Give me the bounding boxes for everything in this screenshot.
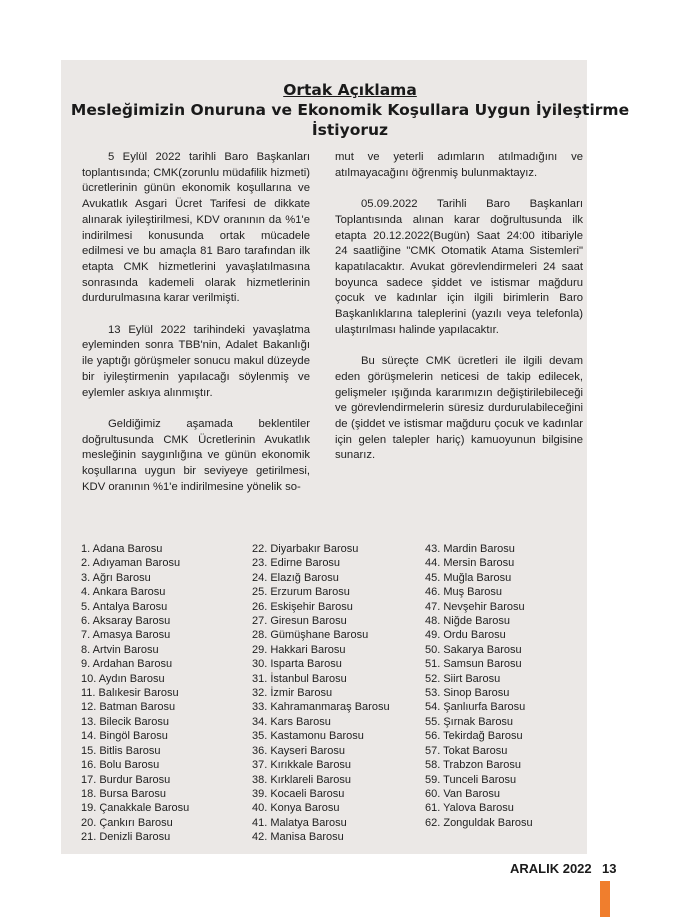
bar-list-item: 8. Artvin Barosu bbox=[81, 643, 159, 656]
bar-list-item: 54. Şanlıurfa Barosu bbox=[425, 701, 526, 714]
bar-list-item: 5. Antalya Barosu bbox=[81, 600, 168, 613]
bar-list-item: 16. Bolu Barosu bbox=[81, 759, 160, 772]
bar-list-item: 38. Kırklareli Barosu bbox=[252, 773, 352, 786]
bar-list-item: 46. Muş Barosu bbox=[425, 586, 503, 599]
bar-list-item: 2. Adıyaman Barosu bbox=[81, 557, 181, 570]
bar-list-item: 6. Aksaray Barosu bbox=[81, 615, 171, 628]
bar-list-item: 49. Ordu Barosu bbox=[425, 629, 506, 642]
paragraph: Geldiğimiz aşamada beklentiler doğrultusunda CMK Ücretlerinin Avukatlık mesleğinin saygınlığına ve günün ekonomik koşullarına uygun bir seviyeye getirilmesi, KDV oranının %1'e indirilmesine yönelik so- bbox=[82, 417, 310, 493]
bar-list-item: 28. Gümüşhane Barosu bbox=[252, 629, 369, 642]
issue-label: ARALIK 2022 bbox=[510, 861, 592, 876]
bar-list-item: 29. Hakkari Barosu bbox=[252, 643, 346, 656]
bar-list-item: 24. Elazığ Barosu bbox=[252, 571, 339, 584]
bar-list-item: 58. Trabzon Barosu bbox=[425, 759, 522, 772]
right-text-column bbox=[335, 150, 583, 480]
bar-list-item: 62. Zonguldak Barosu bbox=[425, 816, 533, 829]
bar-list-item: 27. Giresun Barosu bbox=[252, 615, 347, 628]
accent-bar bbox=[600, 881, 610, 917]
bar-list-column-3 bbox=[425, 542, 533, 830]
bar-list-item: 33. Kahramanmaraş Barosu bbox=[252, 701, 390, 714]
bar-list-item: 50. Sakarya Barosu bbox=[425, 643, 522, 656]
paragraph: 5 Eylül 2022 tarihli Baro Başkanları toplantısında; CMK(zorunlu müdafilik hizmeti) ücretlerinin günün ekonomik koşullarına ve Avukatlık Asgari Ücret Tarifesi de dikkate alınarak iyileştirilmesi, KDV oranının da %1'e indirilmesi konusunda ortak mücadele edilmesi ve bu amaçla 81 Baro tarafından ilk etapta CMK hizmetlerini yavaşlatılmasına sonrasında kademeli olarak hizmetlerinin durdurulmasına karar verilmişti. bbox=[82, 151, 310, 305]
bar-list-item: 35. Kastamonu Barosu bbox=[252, 730, 364, 743]
bar-list-item: 37. Kırıkkale Barosu bbox=[252, 759, 352, 772]
bar-list-item: 60. Van Barosu bbox=[425, 787, 501, 800]
bar-list-item: 30. Isparta Barosu bbox=[252, 658, 342, 671]
bar-list-item: 59. Tunceli Barosu bbox=[425, 773, 517, 786]
bar-list-item: 52. Siirt Barosu bbox=[425, 672, 501, 685]
bar-list-item: 47. Nevşehir Barosu bbox=[425, 600, 525, 613]
bar-list-item: 3. Ağrı Barosu bbox=[81, 571, 151, 584]
bar-list-item: 1. Adana Barosu bbox=[81, 543, 163, 555]
bar-list-item: 31. İstanbul Barosu bbox=[252, 672, 347, 685]
bar-list-item: 45. Muğla Barosu bbox=[425, 571, 512, 584]
statement-title: Ortak Açıklama bbox=[283, 81, 417, 99]
bar-list-item: 21. Denizli Barosu bbox=[81, 831, 171, 844]
bar-list-item: 12. Batman Barosu bbox=[81, 701, 176, 714]
bar-list-item: 4. Ankara Barosu bbox=[81, 586, 166, 599]
bar-list-item: 13. Bilecik Barosu bbox=[81, 715, 170, 728]
title-block bbox=[0, 80, 700, 140]
bar-list-item: 57. Tokat Barosu bbox=[425, 744, 508, 757]
bar-list-item: 22. Diyarbakır Barosu bbox=[252, 543, 359, 555]
page-number: 13 bbox=[602, 861, 617, 876]
bar-list-column-2 bbox=[252, 542, 390, 845]
bar-list-item: 41. Malatya Barosu bbox=[252, 816, 347, 829]
paragraph: 13 Eylül 2022 tarihindeki yavaşlatma eyleminden sonra TBB'nin, Adalet Bakanlığı ile yaptığı görüşmeler sonucu makul düzeyde bir iyileştirmenin yapılacağı söylenmiş ve eylemler askıya alınmıştır. bbox=[82, 323, 310, 399]
bar-list-item: 40. Konya Barosu bbox=[252, 802, 340, 815]
bar-list-item: 20. Çankırı Barosu bbox=[81, 816, 173, 829]
statement-subtitle: Mesleğimizin Onuruna ve Ekonomik Koşullara Uygun İyileştirme İstiyoruz bbox=[70, 101, 630, 139]
bar-list-item: 61. Yalova Barosu bbox=[425, 802, 514, 815]
bar-list-item: 7. Amasya Barosu bbox=[81, 629, 171, 642]
bar-list-item: 23. Edirne Barosu bbox=[252, 557, 341, 570]
bar-list-item: 53. Sinop Barosu bbox=[425, 687, 510, 700]
left-text-column bbox=[82, 150, 310, 511]
bar-list-item: 48. Niğde Barosu bbox=[425, 615, 510, 628]
bar-list-item: 11. Balıkesir Barosu bbox=[81, 687, 179, 700]
paragraph: 05.09.2022 Tarihli Baro Başkanları Toplantısında alınan karar doğrultusunda ilk etapta 20.12.2022(Bugün) Saat 24:00 itibariyle 24 saatliğine "CMK Otomatik Atama Sistemleri" kapatılacaktır. Avukat görevlendirmeleri 24 saat boyunca sadece şiddet ve istismar mağduru çocuk ve kadınlar için ilgili birimlerin Baro Başkanlıklarına taleplerini (yazılı veya telefonla) ulaştırılması halinde yapılacaktır. bbox=[335, 198, 583, 336]
bar-list-item: 34. Kars Barosu bbox=[252, 715, 331, 728]
bar-list-item: 32. İzmir Barosu bbox=[252, 687, 333, 700]
bar-list-item: 26. Eskişehir Barosu bbox=[252, 600, 353, 613]
bar-list-item: 55. Şırnak Barosu bbox=[425, 715, 514, 728]
bar-list-item: 15. Bitlis Barosu bbox=[81, 744, 161, 757]
bar-list-item: 14. Bingöl Barosu bbox=[81, 730, 168, 743]
bar-list-item: 36. Kayseri Barosu bbox=[252, 744, 345, 757]
bar-list-item: 18. Bursa Barosu bbox=[81, 787, 166, 800]
bar-list-item: 39. Kocaeli Barosu bbox=[252, 787, 345, 800]
bar-list-item: 10. Aydın Barosu bbox=[81, 672, 165, 685]
bar-list-item: 44. Mersin Barosu bbox=[425, 557, 515, 570]
bar-list-item: 51. Samsun Barosu bbox=[425, 658, 522, 671]
bar-list-item: 19. Çanakkale Barosu bbox=[81, 802, 190, 815]
bar-list-item: 42. Manisa Barosu bbox=[252, 831, 344, 844]
bar-list-column-1 bbox=[81, 542, 189, 845]
bar-list-item: 56. Tekirdağ Barosu bbox=[425, 730, 523, 743]
bar-list-item: 9. Ardahan Barosu bbox=[81, 658, 173, 671]
paragraph: Bu süreçte CMK ücretleri ile ilgili devam eden görüşmelerin neticesi de takip edilecek, gelişmeler ışığında kararımızın değiştirilebileceği ve görevlendirmelerin süresiz durdurulabileceğini de (şiddet ve istismar mağduru çocuk ve kadınlar için gelen talepler hariç) kamuoyunun bilgisine sunarız. bbox=[335, 355, 583, 462]
bar-list-item: 17. Burdur Barosu bbox=[81, 773, 171, 786]
paragraph-continuation: mut ve yeterli adımların atılmadığını ve atılmayacağını öğrenmiş bulunmaktayız. bbox=[335, 151, 583, 179]
bar-list-item: 25. Erzurum Barosu bbox=[252, 586, 350, 599]
bar-list-item: 43. Mardin Barosu bbox=[425, 543, 515, 555]
